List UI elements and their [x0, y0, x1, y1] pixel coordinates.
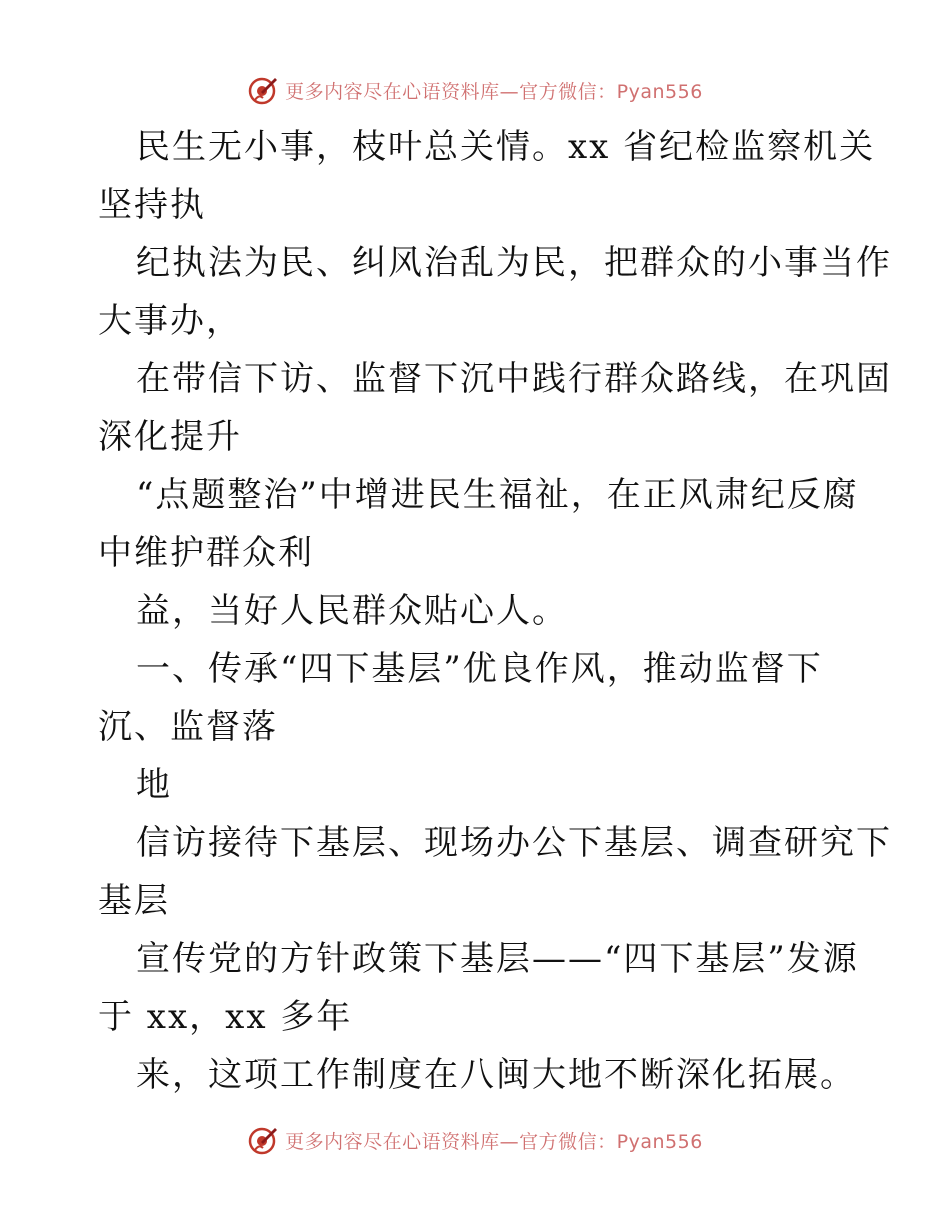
text-line: 纪执法为民、纠风治乱为民，把群众的小事当作 [136, 243, 892, 283]
text-line: 基层 [98, 881, 170, 921]
text-line: 益，当好人民群众贴心人。 [136, 591, 568, 631]
text-line: 中维护群众利 [98, 533, 314, 573]
text-line: 在带信下访、监督下沉中践行群众路线，在巩固 [136, 359, 892, 399]
header-banner [0, 70, 950, 110]
logo-icon [247, 74, 279, 106]
section-heading-line: 地 [136, 765, 172, 805]
document-body [98, 118, 892, 1104]
text-line: 深化提升 [98, 417, 242, 457]
text-line: 于 xx，xx 多年 [98, 997, 353, 1037]
text-line: 大事办， [98, 301, 242, 341]
footer-banner-text: 更多内容尽在心语资料库—官方微信：Pyan556 [285, 1130, 703, 1153]
text-line: 坚持执 [98, 185, 206, 225]
section-heading-line: 沉、监督落 [98, 707, 278, 747]
header-banner-text: 更多内容尽在心语资料库—官方微信：Pyan556 [285, 80, 703, 103]
logo-icon [247, 1124, 279, 1156]
footer-banner [0, 1120, 950, 1160]
text-line: “点题整治”中增进民生福祉，在正风肃纪反腐 [136, 475, 859, 515]
text-line: 宣传党的方针政策下基层——“四下基层”发源 [136, 939, 859, 979]
section-heading-line: 一、传承“四下基层”优良作风，推动监督下 [136, 649, 823, 689]
text-line: 民生无小事，枝叶总关情。xx 省纪检监察机关 [136, 127, 876, 167]
text-line: 信访接待下基层、现场办公下基层、调查研究下 [136, 823, 892, 863]
text-line: 来，这项工作制度在八闽大地不断深化拓展。 [136, 1055, 856, 1095]
